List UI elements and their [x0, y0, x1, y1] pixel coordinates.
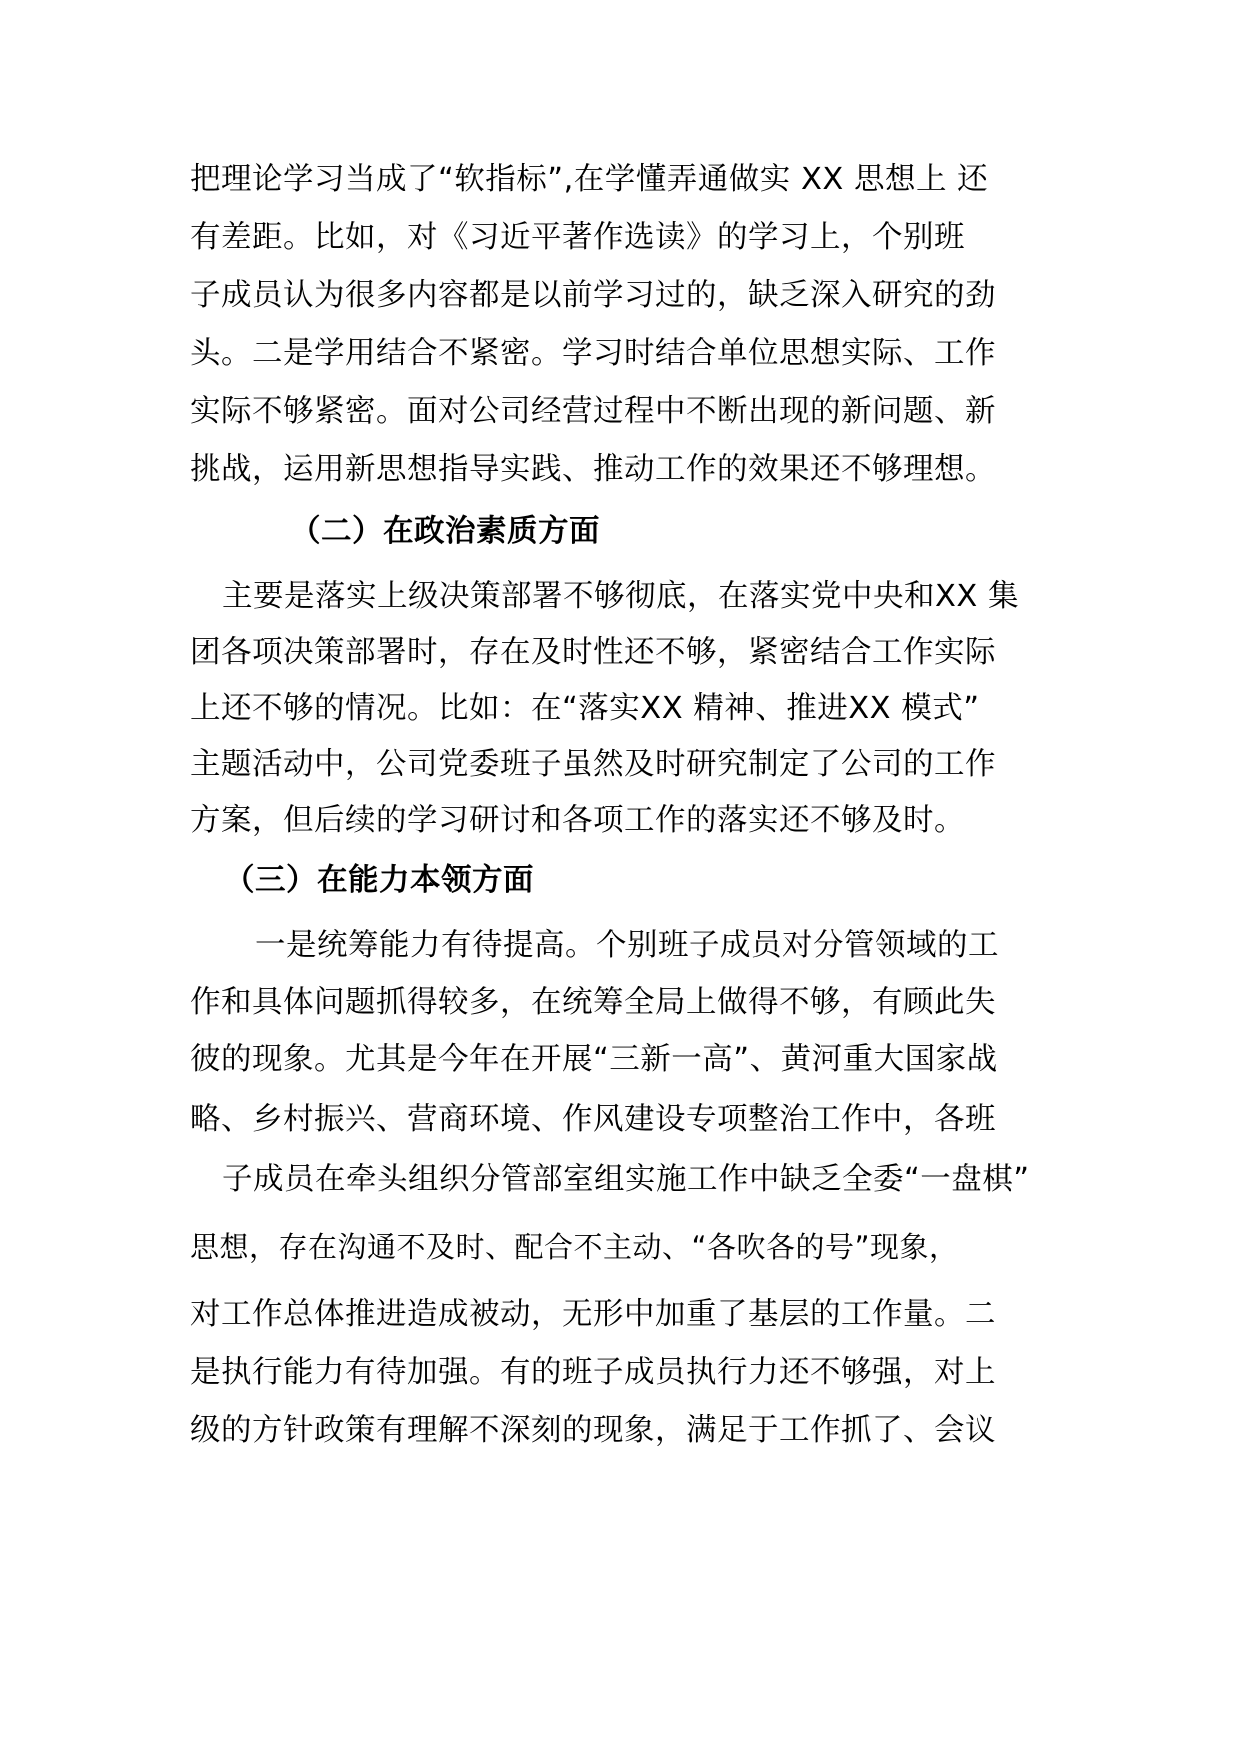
paragraph-line: 主要是落实上级决策部署不够彻底，在落实党中央和XX 集: [222, 579, 1019, 614]
paragraph-line: 思想，存在沟通不及时、配合不主动、“各吹各的号”现象，: [190, 1230, 959, 1264]
paragraph-line: 把理论学习当成了“软指标”,在学懂弄通做实 XX 思想上 还: [190, 162, 989, 197]
paragraph-line: 级的方针政策有理解不深刻的现象，满足于工作抓了、会议: [190, 1413, 996, 1448]
paragraph-line: 一是统筹能力有待提高。个别班子成员对分管领域的工: [255, 928, 999, 963]
paragraph-line: 方案，但后续的学习研讨和各项工作的落实还不够及时。: [190, 803, 965, 838]
paragraph-line: 略、乡村振兴、营商环境、作风建设专项整治工作中，各班: [190, 1102, 996, 1137]
section-heading: （二）在政治素质方面: [290, 514, 600, 549]
paragraph-line: 对工作总体推进造成被动，无形中加重了基层的工作量。二: [190, 1297, 996, 1332]
paragraph-line: 主题活动中，公司党委班子虽然及时研究制定了公司的工作: [190, 747, 996, 782]
paragraph-line: 作和具体问题抓得较多，在统筹全局上做得不够，有顾此失: [190, 985, 996, 1020]
paragraph-line: 是执行能力有待加强。有的班子成员执行力还不够强，对上: [190, 1355, 996, 1390]
paragraph-line: 有差距。比如，对《习近平著作选读》的学习上，个别班: [190, 220, 965, 255]
section-heading: （三）在能力本领方面: [224, 863, 534, 898]
paragraph-line: 团各项决策部署时，存在及时性还不够，紧密结合工作实际: [190, 635, 996, 670]
paragraph-line: 子成员认为很多内容都是以前学习过的，缺乏深入研究的劲: [190, 278, 996, 313]
paragraph-line: 实际不够紧密。面对公司经营过程中不断出现的新问题、新: [190, 394, 996, 429]
paragraph-line: 上还不够的情况。比如：在“落实XX 精神、推进XX 模式”: [190, 691, 980, 726]
paragraph-line: 彼的现象。尤其是今年在开展“三新一高”、黄河重大国家战: [190, 1042, 998, 1077]
paragraph-line: 头。二是学用结合不紧密。学习时结合单位思想实际、工作: [190, 336, 996, 371]
paragraph-line: 挑战，运用新思想指导实践、推动工作的效果还不够理想。: [190, 452, 996, 487]
paragraph-line: 子成员在牵头组织分管部室组实施工作中缺乏全委“一盘棋”: [222, 1162, 1030, 1197]
